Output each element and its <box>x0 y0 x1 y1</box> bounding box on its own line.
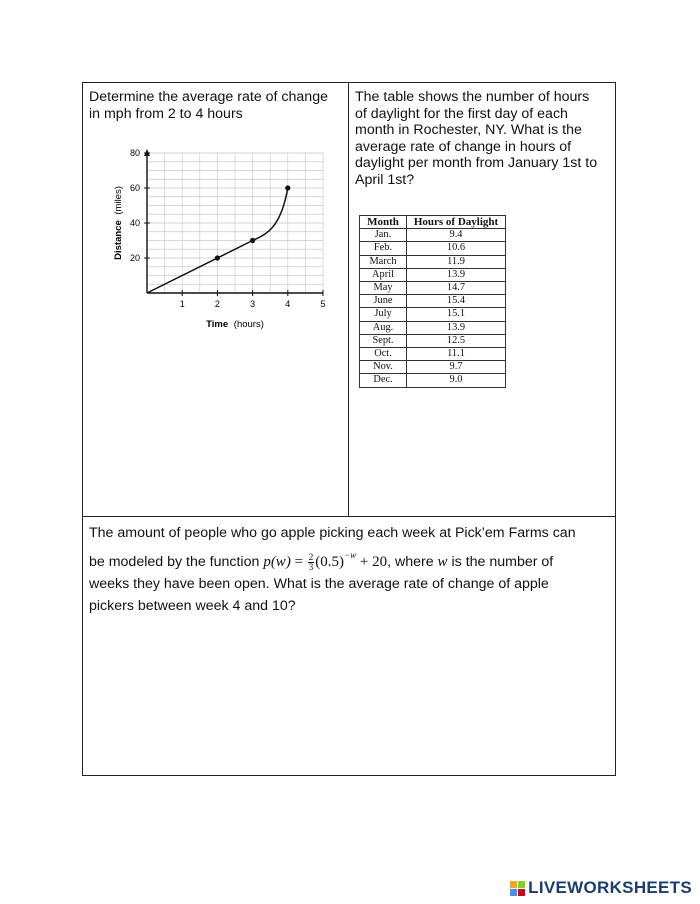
x-tick-label: 5 <box>320 299 326 309</box>
table-row <box>360 348 506 361</box>
variable-w: w <box>437 554 448 570</box>
fraction: $\frac{2}{3}$ <box>308 552 314 573</box>
hours-cell: 14.7 <box>407 282 506 295</box>
table-row <box>360 334 506 347</box>
question-3-line: be modeled by the function p(w) = $\frac{2}{3}$ $(0.5)^{-w} + 20$, where w is the number of <box>89 550 554 573</box>
month-cell: Sept. <box>360 334 407 347</box>
month-cell: Feb. <box>360 242 407 255</box>
x-tick-label: 1 <box>179 299 185 309</box>
question-2-line: The table shows the number of hours <box>355 89 590 105</box>
worksheet-grid <box>82 82 616 776</box>
table-row <box>360 242 506 255</box>
question-1-line: Determine the average rate of change <box>89 89 328 105</box>
column-header-hours: Hours of Daylight <box>407 216 506 229</box>
function-formula: p(w) = $\frac{2}{3}$ $(0.5)^{-w} + 20$ <box>263 550 388 573</box>
hours-cell: 10.6 <box>407 242 506 255</box>
column-header-month: Month <box>360 216 407 229</box>
question-2-line: April 1st? <box>355 171 415 188</box>
table-row <box>360 321 506 334</box>
table-row <box>360 374 506 387</box>
table-row <box>360 295 506 308</box>
table-row <box>360 361 506 374</box>
question-1-line: in mph from 2 to 4 hours <box>89 105 243 122</box>
question-2-line: of daylight for the first day of each <box>355 105 568 122</box>
question-2-text <box>349 83 615 189</box>
table-row <box>360 282 506 295</box>
brand-text: LIVEWORKSHEETS <box>528 878 692 897</box>
table-row <box>360 308 506 321</box>
daylight-table <box>359 215 506 388</box>
question-3-cell <box>83 517 615 775</box>
table-header-row <box>360 216 506 229</box>
month-cell: March <box>360 255 407 268</box>
y-tick-label: 60 <box>129 183 140 193</box>
distance-time-graph <box>111 147 331 337</box>
hours-cell: 13.9 <box>407 268 506 281</box>
question-1-text <box>83 83 348 122</box>
hours-cell: 9.7 <box>407 361 506 374</box>
question-3-text <box>83 517 615 617</box>
hours-cell: 9.4 <box>407 229 506 242</box>
liveworksheets-logo <box>510 878 692 898</box>
month-cell: Nov. <box>360 361 407 374</box>
y-tick-label: 80 <box>129 148 140 158</box>
table-row <box>360 229 506 242</box>
month-cell: Jan. <box>360 229 407 242</box>
question-2-line: daylight per month from January 1st to <box>355 155 598 172</box>
question-2-line: average rate of change in hours of <box>355 138 572 155</box>
x-tick-label: 4 <box>285 299 291 309</box>
month-cell: June <box>360 295 407 308</box>
data-point <box>215 255 220 260</box>
hours-cell: 12.5 <box>407 334 506 347</box>
hours-cell: 11.9 <box>407 255 506 268</box>
month-cell: April <box>360 268 407 281</box>
hours-cell: 11.1 <box>407 348 506 361</box>
question-3-line: pickers between week 4 and 10? <box>89 598 296 614</box>
data-point <box>250 238 255 243</box>
question-2-line: month in Rochester, NY. What is the <box>355 122 582 139</box>
x-axis-label: Time (hours) <box>206 319 264 330</box>
x-tick-label: 2 <box>214 299 220 309</box>
logo-icon <box>510 881 525 896</box>
hours-cell: 15.1 <box>407 308 506 321</box>
month-cell: Aug. <box>360 321 407 334</box>
question-2-cell <box>349 83 615 517</box>
y-tick-label: 20 <box>129 253 140 263</box>
data-point <box>285 185 290 190</box>
table-row <box>360 255 506 268</box>
month-cell: May <box>360 282 407 295</box>
month-cell: Dec. <box>360 374 407 387</box>
question-3-line: weeks they have been open. What is the average rate of change of apple <box>89 576 549 592</box>
graph-grid <box>147 153 323 293</box>
y-tick-label: 40 <box>129 218 140 228</box>
question-3-line: The amount of people who go apple picking each week at Pick’em Farms can <box>89 525 576 541</box>
question-1-cell <box>83 83 349 517</box>
y-axis-label: Distance (miles) <box>113 186 124 260</box>
hours-cell: 15.4 <box>407 295 506 308</box>
hours-cell: 13.9 <box>407 321 506 334</box>
hours-cell: 9.0 <box>407 374 506 387</box>
month-cell: Oct. <box>360 348 407 361</box>
x-tick-label: 3 <box>250 299 256 309</box>
table-row <box>360 268 506 281</box>
month-cell: July <box>360 308 407 321</box>
